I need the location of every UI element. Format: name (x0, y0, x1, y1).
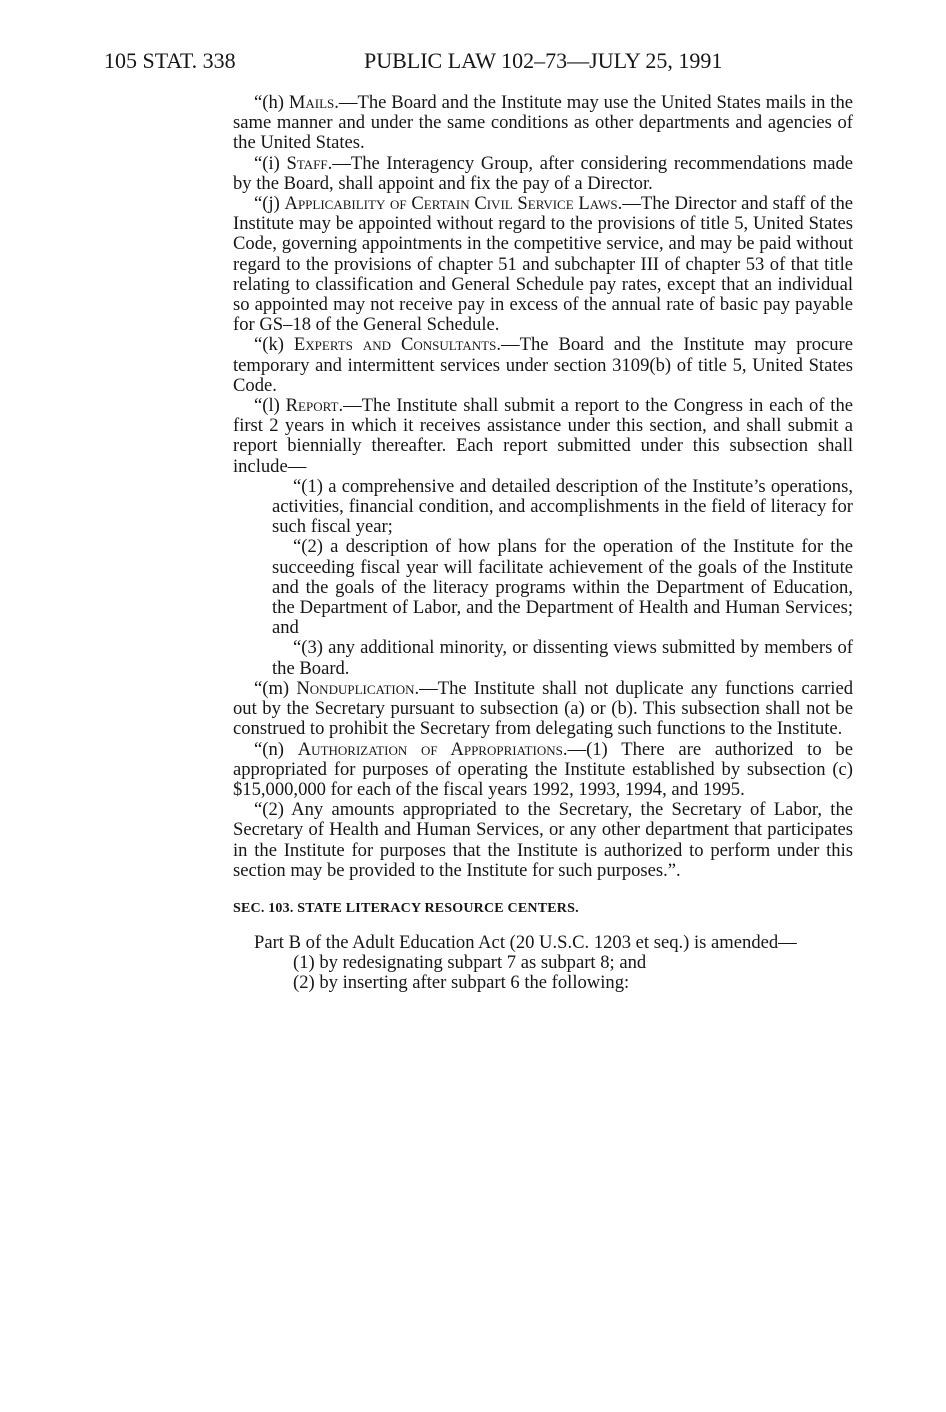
section-103-intro: Part B of the Adult Education Act (20 U.S.C. 1203 et seq.) is amended— (254, 931, 797, 953)
section-103-heading: SEC. 103. STATE LITERACY RESOURCE CENTERS. (233, 900, 579, 916)
subsection-h-mails (233, 93, 853, 154)
subsection-n-heading: Authorization of Appropriations (297, 738, 563, 760)
subsection-i-text: .—The Interagency Group, after considering recommendations made by the Board, shall appoint and fix the pay of a Director. (233, 152, 854, 194)
subsection-k-experts (233, 335, 853, 396)
subsection-j-heading: Applicability of Certain Civil Service Laws (284, 193, 618, 215)
subsection-l-heading: Report (285, 395, 339, 417)
section-103-item-1: (1) by redesignating subpart 7 as subpart 8; and (293, 952, 647, 974)
public-law-title: PUBLIC LAW 102–73—JULY 25, 1991 (364, 48, 723, 73)
subsection-l-report (233, 396, 853, 477)
subsection-m-heading: Nonduplication (296, 677, 415, 699)
stat-citation: 105 STAT. 338 (104, 48, 236, 73)
running-head (104, 46, 864, 76)
subsection-l-prefix: “(l) (254, 395, 286, 417)
subsection-h-heading: Mails (288, 92, 335, 113)
subsection-k-heading: Experts and Consultants (293, 334, 497, 356)
subsection-h-text: .—The Board and the Institute may use the United States mails in the same manner and under the same conditions as other departments and agencies of the United States. (233, 92, 853, 154)
subsection-i-staff (233, 154, 853, 194)
subsection-m-nonduplication (233, 679, 853, 740)
subsection-j-prefix: “(j) (254, 193, 285, 215)
subsection-k-text: .—The Board and the Institute may procure temporary and intermittent services under section 3109(b) of title 5, United States Code. (233, 334, 853, 396)
subsection-i-heading: Staff (286, 152, 328, 174)
subsection-n-text: .—(1) There are authorized to be appropriated for purposes of operating the Institute established by subsection (c) $15,000,000 for each of the fiscal years 1992, 1993, 1994, and 1995. (233, 738, 853, 800)
subsection-n-appropriations (233, 740, 853, 801)
report-item-3: “(3) any additional minority, or dissenting views submitted by members of the Board. (272, 637, 853, 679)
subsection-m-prefix: “(m) (254, 677, 297, 699)
document-body (233, 93, 853, 994)
subsection-l-text: .—The Institute shall submit a report to the Congress in each of the first 2 years in which it receives assistance under this section, and shall submit a report biennially thereafter. Each report submitted under this subsection shall include— (233, 395, 853, 477)
report-item-1: “(1) a comprehensive and detailed description of the Institute’s operations, activities, financial condition, and accomplishments in the field of literacy for such fiscal year; (272, 475, 853, 538)
subsection-n-prefix: “(n) (254, 738, 298, 760)
subsection-h-prefix: “(h) (254, 92, 289, 113)
section-103-item-2: (2) by inserting after subpart 6 the following: (293, 972, 630, 994)
subsection-m-text: .—The Institute shall not duplicate any functions carried out by the Secretary pursuant to subsection (a) or (b). This subsection shall not be construed to prohibit the Secretary from delegating such functions to the Institute. (233, 677, 854, 740)
report-item-2: “(2) a description of how plans for the operation of the Institute for the succeeding fiscal year will facilitate achievement of the goals of the Institute and the goals of the literacy programs within the Department of Education, the Department of Labor, and the Department of Health and Human Services; and (272, 536, 853, 639)
subsection-j-civil-service (233, 194, 853, 335)
subsection-n-paragraph-2: “(2) Any amounts appropriated to the Secretary, the Secretary of Labor, the Secretary of Health and Human Services, or any other department that participates in the Institute for purposes that the Institute is authorized to perform under this section may be provided to the Institute for such purposes.”. (233, 799, 853, 881)
subsection-i-prefix: “(i) (254, 152, 287, 174)
subsection-j-text: .—The Director and staff of the Institute may be appointed without regard to the provisions of title 5, United States Code, governing appointments in the competitive service, and may be paid without regard to the provisions of chapter 51 and subchapter III of chapter 53 of that title relating to classification and General Schedule pay rates, except that an individual so appointed may not receive pay in excess of the annual rate of basic pay payable for GS–18 of the General Schedule. (233, 193, 854, 336)
subsection-k-prefix: “(k) (254, 334, 294, 356)
